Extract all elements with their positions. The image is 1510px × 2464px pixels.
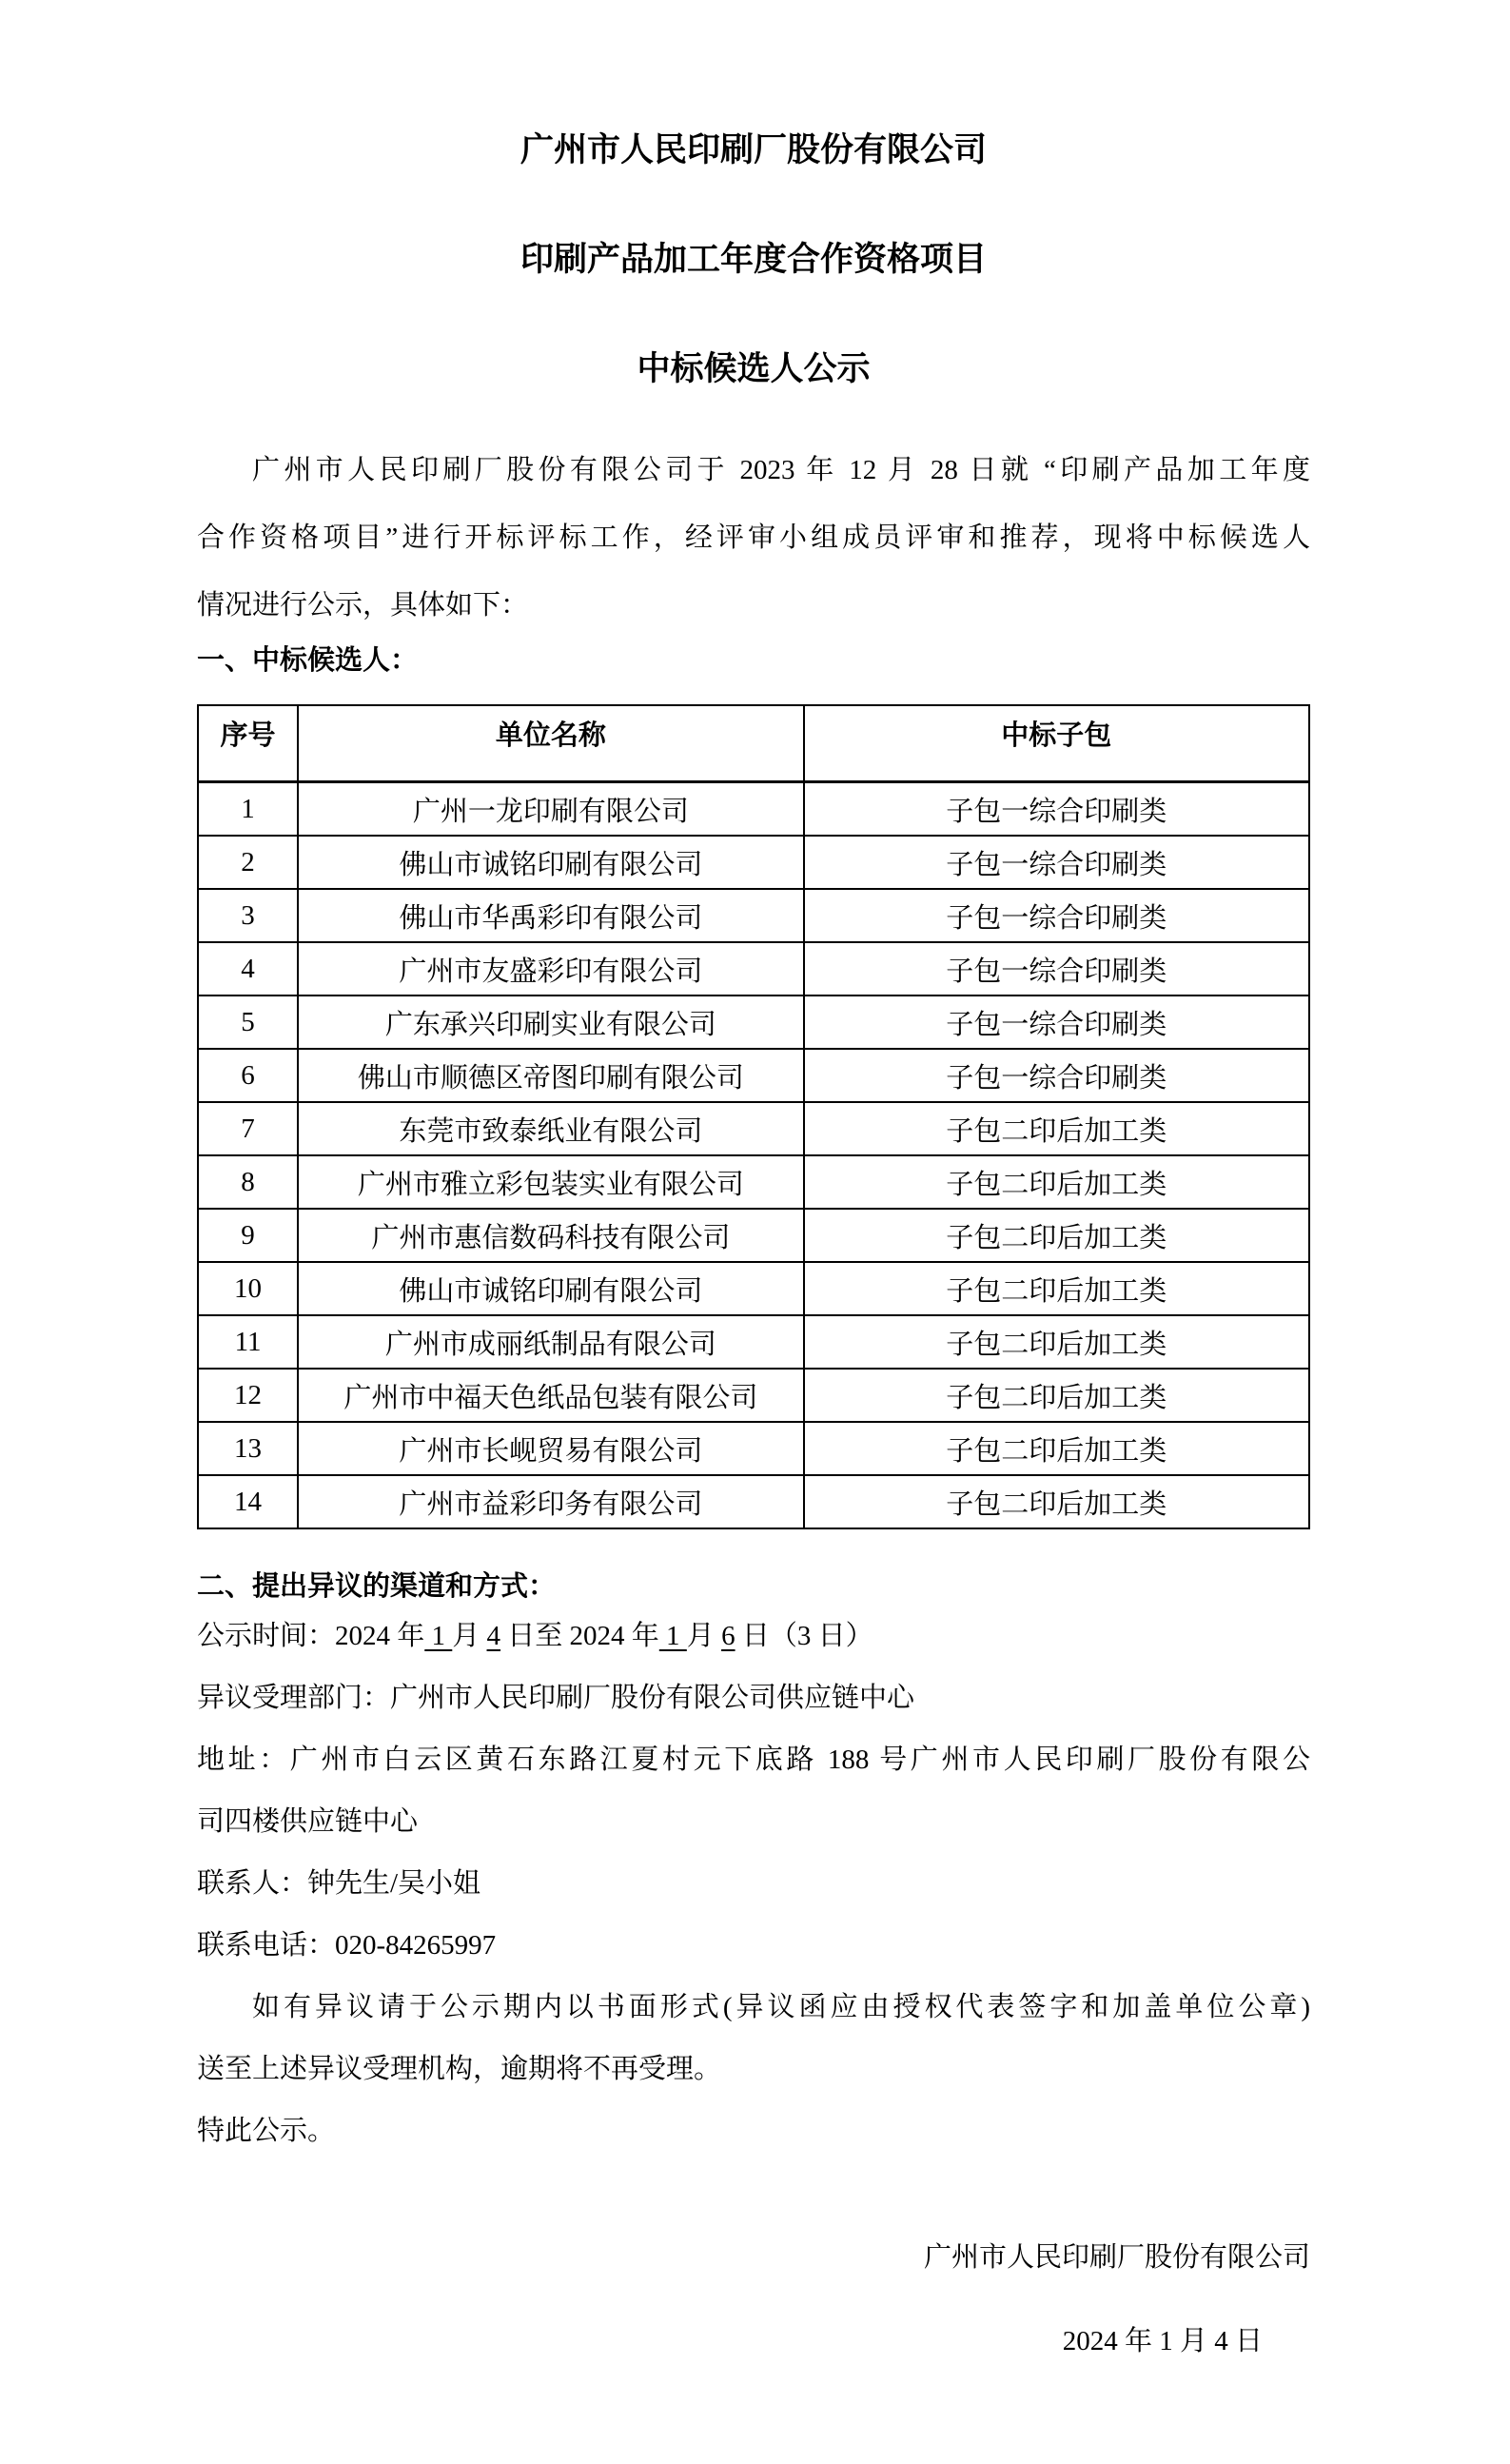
period-segment: 公示时间：2024 年	[197, 1621, 425, 1651]
company-name-cell: 广州市中福天色纸品包装有限公司	[298, 1369, 803, 1422]
period-month-underlined: 1	[424, 1621, 453, 1651]
period-segment: 日至 2024 年	[500, 1621, 659, 1651]
table-row	[198, 836, 1309, 889]
address-line-2: 司四楼供应链中心	[197, 1806, 419, 1837]
subpackage-cell: 子包二印后加工类	[804, 1209, 1309, 1262]
row-index-cell: 12	[198, 1369, 298, 1422]
subpackage-cell: 子包一综合印刷类	[804, 836, 1309, 889]
row-index-cell: 4	[198, 942, 298, 995]
contact-person-line: 联系人：钟先生/吴小姐	[197, 1868, 481, 1899]
subpackage-cell: 子包一综合印刷类	[804, 889, 1309, 942]
company-name-cell: 佛山市华禹彩印有限公司	[298, 889, 803, 942]
closing-line: 特此公示。	[197, 2116, 336, 2146]
document-title-project: 印刷产品加工年度合作资格项目	[520, 241, 987, 278]
table-body	[198, 782, 1309, 1529]
subpackage-cell: 子包二印后加工类	[804, 1422, 1309, 1475]
company-name-cell: 广州市成丽纸制品有限公司	[298, 1315, 803, 1369]
company-name-cell: 广州市长岘贸易有限公司	[298, 1422, 803, 1475]
contact-phone-line: 联系电话：020-84265997	[197, 1930, 497, 1961]
table-row	[198, 1262, 1309, 1315]
company-name-cell: 广州市雅立彩包装实业有限公司	[298, 1155, 803, 1209]
table-row	[198, 1049, 1309, 1102]
company-name-cell: 广州市益彩印务有限公司	[298, 1475, 803, 1528]
intro-paragraph	[197, 437, 1310, 640]
period-day-underlined: 6	[721, 1621, 735, 1651]
column-header-company: 单位名称	[298, 705, 803, 782]
table-row	[198, 782, 1309, 837]
publicity-period-line	[197, 1606, 1310, 1667]
row-index-cell: 11	[198, 1315, 298, 1369]
address-line-1: 地址：广州市白云区黄石东路江夏村元下底路 188 号广州市人民印刷厂股份有限公	[197, 1745, 1310, 1775]
table-row	[198, 942, 1309, 995]
table-header-row	[198, 705, 1309, 782]
row-index-cell: 13	[198, 1422, 298, 1475]
table-row	[198, 1209, 1309, 1262]
row-index-cell: 8	[198, 1155, 298, 1209]
company-name-cell: 广州市友盛彩印有限公司	[298, 942, 803, 995]
subpackage-cell: 子包二印后加工类	[804, 1475, 1309, 1528]
row-index-cell: 1	[198, 782, 298, 837]
subpackage-cell: 子包一综合印刷类	[804, 995, 1309, 1049]
table-row	[198, 1102, 1309, 1155]
row-index-cell: 6	[198, 1049, 298, 1102]
intro-line-2: 合作资格项目”进行开标评标工作，经评审小组成员评审和推荐，现将中标候选人	[197, 522, 1310, 553]
table-row	[198, 1315, 1309, 1369]
period-segment: 日（3 日）	[735, 1621, 873, 1651]
company-name-cell: 佛山市诚铭印刷有限公司	[298, 1262, 803, 1315]
period-month-underlined: 1	[658, 1621, 687, 1651]
period-day-underlined: 4	[486, 1621, 501, 1651]
document-title-announcement: 中标候选人公示	[637, 350, 871, 387]
company-name-cell: 广州市惠信数码科技有限公司	[298, 1209, 803, 1262]
row-index-cell: 2	[198, 836, 298, 889]
period-segment: 月	[452, 1621, 487, 1651]
subpackage-cell: 子包二印后加工类	[804, 1155, 1309, 1209]
subpackage-cell: 子包二印后加工类	[804, 1315, 1309, 1369]
column-header-subpackage: 中标子包	[804, 705, 1309, 782]
row-index-cell: 3	[198, 889, 298, 942]
subpackage-cell: 子包一综合印刷类	[804, 942, 1309, 995]
signature-company: 广州市人民印刷厂股份有限公司	[923, 2242, 1310, 2273]
table-row	[198, 995, 1309, 1049]
intro-line-1: 广州市人民印刷厂股份有限公司于 2023 年 12 月 28 日就 “印刷产品加工年度	[252, 455, 1310, 485]
table-row	[198, 1369, 1309, 1422]
row-index-cell: 9	[198, 1209, 298, 1262]
objection-note-line-1: 如有异议请于公示期内以书面形式(异议函应由授权代表签字和加盖单位公章)	[252, 1992, 1310, 2022]
company-name-cell: 广东承兴印刷实业有限公司	[298, 995, 803, 1049]
row-index-cell: 7	[198, 1102, 298, 1155]
company-name-cell: 佛山市顺德区帝图印刷有限公司	[298, 1049, 803, 1102]
intro-line-3: 情况进行公示，具体如下：	[197, 590, 529, 621]
period-segment: 月	[686, 1621, 722, 1651]
column-header-index: 序号	[198, 705, 298, 782]
signature-date: 2024 年 1 月 4 日	[1062, 2326, 1263, 2356]
candidates-table	[197, 704, 1310, 1529]
objection-note-line-2: 送至上述异议受理机构，逾期将不再受理。	[197, 2054, 722, 2084]
objection-department-line: 异议受理部门：广州市人民印刷厂股份有限公司供应链中心	[197, 1683, 915, 1713]
announcement-document	[197, 0, 1310, 2358]
company-name-cell: 广州一龙印刷有限公司	[298, 782, 803, 837]
table-row	[198, 1422, 1309, 1475]
subpackage-cell: 子包二印后加工类	[804, 1369, 1309, 1422]
company-name-cell: 东莞市致泰纸业有限公司	[298, 1102, 803, 1155]
subpackage-cell: 子包二印后加工类	[804, 1102, 1309, 1155]
company-name-cell: 佛山市诚铭印刷有限公司	[298, 836, 803, 889]
table-row	[198, 889, 1309, 942]
section1-heading: 一、中标候选人：	[197, 645, 419, 676]
subpackage-cell: 子包一综合印刷类	[804, 782, 1309, 837]
row-index-cell: 5	[198, 995, 298, 1049]
section2-heading: 二、提出异议的渠道和方式：	[197, 1571, 557, 1602]
table-row	[198, 1475, 1309, 1528]
subpackage-cell: 子包一综合印刷类	[804, 1049, 1309, 1102]
document-title-company: 广州市人民印刷厂股份有限公司	[520, 131, 987, 168]
table-row	[198, 1155, 1309, 1209]
subpackage-cell: 子包二印后加工类	[804, 1262, 1309, 1315]
row-index-cell: 14	[198, 1475, 298, 1528]
row-index-cell: 10	[198, 1262, 298, 1315]
